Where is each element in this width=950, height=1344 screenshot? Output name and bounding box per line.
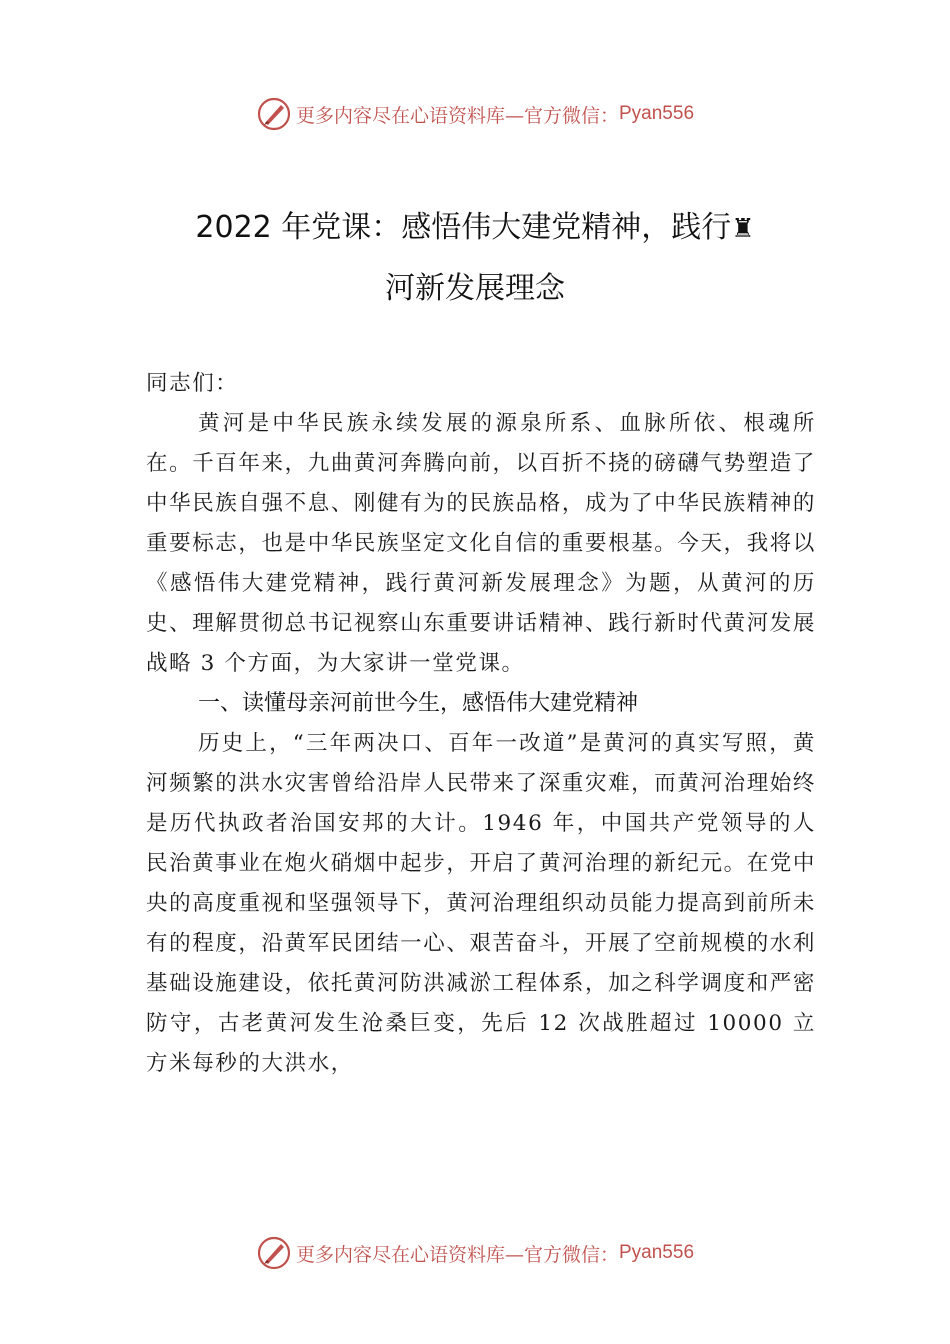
banner-text: 更多内容尽在心语资料库—官方微信： <box>295 1243 619 1266</box>
header-banner <box>0 94 950 134</box>
footer-banner <box>0 1233 950 1273</box>
wechat-id: Pyan556 <box>619 103 695 124</box>
salutation: 同志们： <box>146 371 239 396</box>
page-title <box>120 198 830 319</box>
pen-logo-icon <box>256 1235 292 1271</box>
paragraph-1: 黄河是中华民族永续发展的源泉所系、血脉所依、根魂所在。千百年来，九曲黄河奔腾向前，以百折不挠的磅礴气势塑造了中华民族自强不息、刚健有为的民族品格，成为了中华民族精神的重要标志，也是中华民族坚定文化自信的重要根基。今天，我将以《感悟伟大建党精神，践行黄河新发展理念》为题，从黄河的历史、理解贯彻总书记视察山东重要讲话精神、践行新时代黄河发展战略 3 个方面，为大家讲一堂党课。 <box>146 411 816 676</box>
wechat-id: Pyan556 <box>619 1242 695 1263</box>
section-heading-1: 一、读懂母亲河前世今生，感悟伟大建党精神 <box>198 691 639 716</box>
title-part2: 河新发展理念 <box>385 271 565 306</box>
banner-text: 更多内容尽在心语资料库—官方微信： <box>295 104 619 127</box>
title-glyph: ♜ <box>731 214 755 244</box>
pen-logo-icon <box>256 96 292 132</box>
document-body <box>146 364 816 1084</box>
title-part1: 2022 年党课：感悟伟大建党精神，践行 <box>195 210 732 245</box>
paragraph-2: 历史上，“三年两决口、百年一改道”是黄河的真实写照，黄河频繁的洪水灾害曾给沿岸人民带来了深重灾难，而黄河治理始终是历代执政者治国安邦的大计。1946 年，中国共产党领导的人民治黄事业在炮火硝烟中起步，开启了黄河治理的新纪元。在党中央的高度重视和坚强领导下，黄河治理组织动员能力提高到前所未有的程度，沿黄军民团结一心、艰苦奋斗，开展了空前规模的水利基础设施建设，依托黄河防洪减淤工程体系，加之科学调度和严密防守，古老黄河发生沧桑巨变，先后 12 次战胜超过 10000 立方米每秒的大洪水， <box>146 731 816 1076</box>
